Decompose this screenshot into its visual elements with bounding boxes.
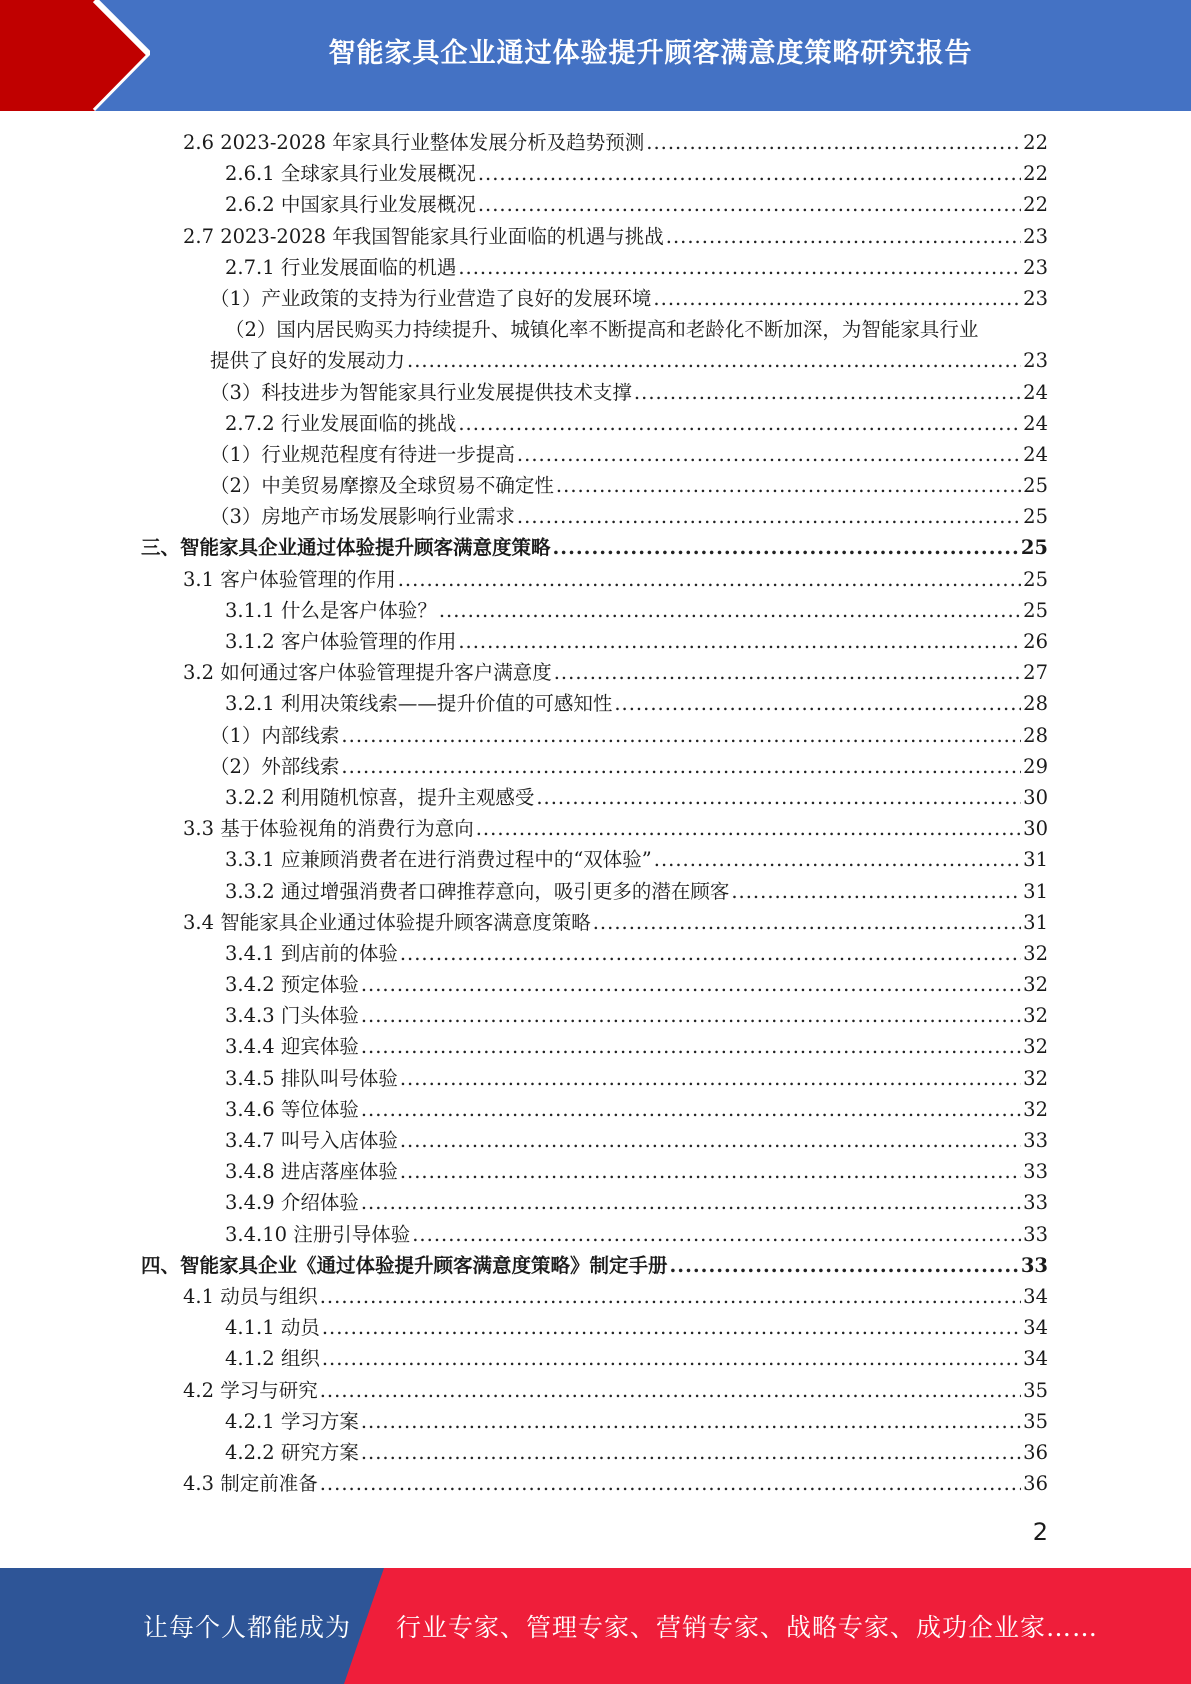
- toc-page-number: 32: [1023, 1066, 1048, 1090]
- toc-leader-dots: [400, 938, 1021, 969]
- toc-leader-dots: [361, 1031, 1021, 1062]
- toc-entry-title: 2.7.1 行业发展面临的机遇: [225, 255, 457, 279]
- toc-page-number: 25: [1023, 567, 1048, 591]
- toc-leader-dots: [536, 782, 1021, 813]
- toc-entry[interactable]: [141, 1125, 1048, 1156]
- toc-entry-title: 2.7 2023-2028 年我国智能家具行业面临的机遇与挑战: [183, 224, 664, 248]
- header-red-arrow-icon: [0, 0, 150, 111]
- toc-entry-title: （2）外部线索: [210, 754, 340, 778]
- toc-leader-dots: [614, 688, 1021, 719]
- toc-page-number: 25: [1023, 598, 1048, 622]
- toc-page-number: 25: [1020, 536, 1048, 560]
- toc-entry-title: 4.2.1 学习方案: [225, 1409, 359, 1433]
- toc-leader-dots: [476, 813, 1021, 844]
- toc-leader-dots: [666, 221, 1021, 252]
- toc-leader-dots: [361, 1094, 1021, 1125]
- toc-entry[interactable]: [141, 969, 1048, 1000]
- toc-entry-title: （3）房地产市场发展影响行业需求: [210, 505, 515, 529]
- toc-leader-dots: [458, 252, 1021, 283]
- toc-entry[interactable]: [141, 1031, 1048, 1062]
- toc-leader-dots: [400, 1125, 1021, 1156]
- toc-entry-title: 3.2.1 利用决策线索——提升价值的可感知性: [225, 692, 613, 716]
- toc-page-number: 24: [1023, 442, 1048, 466]
- toc-page-number: 22: [1023, 131, 1048, 154]
- toc-entry[interactable]: [141, 1281, 1048, 1312]
- toc-entry[interactable]: [141, 158, 1048, 189]
- toc-page-number: 33: [1020, 1253, 1048, 1277]
- toc-entry[interactable]: [141, 532, 1048, 563]
- toc-entry-title: （2）中美贸易摩擦及全球贸易不确定性: [210, 474, 554, 498]
- toc-page-number: 33: [1023, 1160, 1048, 1184]
- toc-page-number: 23: [1023, 349, 1048, 373]
- toc-page-number: 30: [1023, 817, 1048, 841]
- toc-page-number: 24: [1023, 411, 1048, 435]
- toc-entry[interactable]: [141, 439, 1048, 470]
- toc-page-number: 34: [1023, 1316, 1048, 1340]
- toc-entry-title-continuation: 提供了良好的发展动力: [210, 349, 406, 373]
- toc-leader-dots: [478, 189, 1021, 220]
- toc-entry-title: 3.3.2 通过增强消费者口碑推荐意向，吸引更多的潜在顾客: [225, 879, 730, 903]
- toc-entry[interactable]: [141, 1219, 1048, 1250]
- toc-entry-title: 4.1.1 动员: [225, 1316, 320, 1340]
- toc-leader-dots: [320, 1375, 1021, 1406]
- toc-leader-dots: [653, 283, 1021, 314]
- toc-page-number: 26: [1023, 630, 1048, 653]
- toc-entry[interactable]: [141, 1343, 1048, 1374]
- toc-entry-title: 3.4 智能家具企业通过体验提升顾客满意度策略: [183, 910, 591, 934]
- toc-entry-title: 3.3 基于体验视角的消费行为意向: [183, 817, 474, 841]
- toc-entry-title: 4.2.2 研究方案: [225, 1440, 359, 1464]
- toc-entry-title: 3.2.2 利用随机惊喜，提升主观感受: [225, 785, 535, 809]
- toc-page-number: 34: [1023, 1284, 1048, 1308]
- page-footer: [0, 1568, 1191, 1684]
- toc-entry-title: 4.1.2 组织: [225, 1347, 320, 1371]
- toc-entry[interactable]: [141, 720, 1048, 751]
- toc-entry[interactable]: [141, 283, 1048, 314]
- toc-page-number: 35: [1023, 1378, 1048, 1402]
- toc-entry-title: 3.4.6 等位体验: [225, 1097, 359, 1121]
- toc-entry-title: 3.4.5 排队叫号体验: [225, 1066, 398, 1090]
- toc-leader-dots: [361, 969, 1021, 1000]
- toc-entry[interactable]: [141, 127, 1048, 158]
- toc-page-number: 35: [1023, 1409, 1048, 1433]
- toc-entry[interactable]: [141, 1468, 1048, 1499]
- toc-entry-title: 3.4.2 预定体验: [225, 973, 359, 997]
- toc-leader-dots: [320, 1468, 1021, 1499]
- toc-page-number: 27: [1023, 661, 1048, 685]
- toc-entry-title: 3.1.1 什么是客户体验？: [225, 598, 437, 622]
- page-header: [0, 0, 1191, 111]
- toc-leader-dots: [554, 657, 1021, 688]
- toc-entry-title: 4.1 动员与组织: [183, 1284, 318, 1308]
- toc-leader-dots: [670, 1250, 1019, 1281]
- toc-leader-dots: [361, 1406, 1021, 1437]
- toc-entry[interactable]: [141, 221, 1048, 252]
- toc-entry-title: （2）国内居民购买力持续提升、城镇化率不断提高和老龄化不断加深，为智能家具行业: [225, 318, 979, 342]
- toc-entry[interactable]: [141, 1000, 1048, 1031]
- toc-leader-dots: [320, 1281, 1021, 1312]
- toc-leader-dots: [361, 1437, 1021, 1468]
- toc-entry[interactable]: [141, 1094, 1048, 1125]
- toc-leader-dots: [439, 595, 1021, 626]
- toc-leader-dots: [634, 377, 1021, 408]
- toc-leader-dots: [556, 470, 1021, 501]
- toc-leader-dots: [400, 1156, 1021, 1187]
- toc-entry-title: 3.4.4 迎宾体验: [225, 1035, 359, 1059]
- toc-leader-dots: [341, 720, 1021, 751]
- toc-entry[interactable]: [141, 657, 1048, 688]
- toc-entry-title: （1）行业规范程度有待进一步提高: [210, 442, 515, 466]
- toc-page-number: 33: [1023, 1222, 1048, 1246]
- toc-entry[interactable]: [141, 1250, 1048, 1281]
- toc-entry-title: 3.4.9 介绍体验: [225, 1191, 359, 1215]
- toc-page-number: 32: [1023, 973, 1048, 997]
- toc-page-number: 32: [1023, 1004, 1048, 1028]
- toc-entry[interactable]: [141, 907, 1048, 938]
- toc-entry-title: 3.4.3 门头体验: [225, 1004, 359, 1028]
- toc-leader-dots: [646, 127, 1021, 158]
- toc-entry-title: 3.1 客户体验管理的作用: [183, 567, 396, 591]
- toc-leader-dots: [400, 1063, 1021, 1094]
- toc-leader-dots: [458, 626, 1021, 657]
- toc-entry-title: 4.2 学习与研究: [183, 1378, 318, 1402]
- toc-page-number: 31: [1023, 848, 1048, 872]
- toc-page-number: 22: [1023, 162, 1048, 186]
- toc-entry[interactable]: [141, 688, 1048, 719]
- toc-page-number: 36: [1023, 1472, 1048, 1496]
- toc-entry[interactable]: [141, 1156, 1048, 1187]
- toc-entry-title: 3.1.2 客户体验管理的作用: [225, 630, 457, 653]
- toc-entry-title: 3.3.1 应兼顾消费者在进行消费过程中的“双体验”: [225, 848, 652, 872]
- report-title: 智能家具企业通过体验提升顾客满意度策略研究报告: [328, 37, 973, 69]
- toc-entry[interactable]: [141, 1187, 1048, 1218]
- toc-leader-dots: [458, 408, 1021, 439]
- toc-entry[interactable]: [141, 189, 1048, 220]
- toc-page-number: 23: [1023, 286, 1048, 310]
- toc-leader-dots: [654, 844, 1021, 875]
- toc-page-number: 33: [1023, 1191, 1048, 1215]
- toc-entry-title: 2.7.2 行业发展面临的挑战: [225, 411, 457, 435]
- toc-entry[interactable]: [141, 564, 1048, 595]
- toc-entry-continuation[interactable]: [141, 345, 1048, 376]
- toc-entry[interactable]: [141, 1375, 1048, 1406]
- toc-entry[interactable]: [141, 252, 1048, 283]
- toc-entry-title: 2.6 2023-2028 年家具行业整体发展分析及趋势预测: [183, 131, 645, 154]
- toc-entry[interactable]: [141, 1437, 1048, 1468]
- toc-page-number: 28: [1023, 723, 1048, 747]
- toc-leader-dots: [361, 1000, 1021, 1031]
- toc-leader-dots: [478, 158, 1021, 189]
- toc-entry-title: （1）内部线索: [210, 723, 340, 747]
- toc-page-number: 31: [1023, 910, 1048, 934]
- toc-entry-title: 3.4.7 叫号入店体验: [225, 1129, 398, 1152]
- toc-page-number: 32: [1023, 1097, 1048, 1121]
- toc-page-number: 31: [1023, 879, 1048, 903]
- toc-page-number: 34: [1023, 1347, 1048, 1371]
- toc-entry[interactable]: [141, 1406, 1048, 1437]
- toc-entry-title: 3.2 如何通过客户体验管理提升客户满意度: [183, 661, 552, 685]
- toc-entry[interactable]: [141, 314, 1048, 345]
- toc-entry[interactable]: [141, 813, 1048, 844]
- toc-page-number: 33: [1023, 1129, 1048, 1152]
- toc-entry[interactable]: [141, 782, 1048, 813]
- toc-leader-dots: [517, 439, 1021, 470]
- toc-entry-title: 2.6.2 中国家具行业发展概况: [225, 193, 476, 217]
- toc-page-number: 36: [1023, 1440, 1048, 1464]
- toc-entry[interactable]: [141, 938, 1048, 969]
- toc-entry-title: 2.6.1 全球家具行业发展概况: [225, 162, 476, 186]
- toc-entry[interactable]: [141, 408, 1048, 439]
- toc-entry[interactable]: [141, 844, 1048, 875]
- toc-page-number: 25: [1023, 505, 1048, 529]
- toc-entry[interactable]: [141, 377, 1048, 408]
- toc-leader-dots: [553, 532, 1019, 563]
- toc-leader-dots: [341, 751, 1021, 782]
- toc-page-number: 23: [1023, 255, 1048, 279]
- toc-page-number: 30: [1023, 785, 1048, 809]
- toc-page-number: 23: [1023, 224, 1048, 248]
- toc-leader-dots: [398, 564, 1021, 595]
- toc-entry[interactable]: [141, 626, 1048, 657]
- toc-leader-dots: [407, 345, 1021, 376]
- toc-entry-title: 3.4.8 进店落座体验: [225, 1160, 398, 1184]
- toc-leader-dots: [322, 1343, 1021, 1374]
- toc-entry-title: 三、智能家具企业通过体验提升顾客满意度策略: [141, 536, 551, 560]
- toc-leader-dots: [322, 1312, 1021, 1343]
- toc-leader-dots: [731, 876, 1021, 907]
- table-of-contents: [141, 127, 1048, 1499]
- toc-entry[interactable]: [141, 1063, 1048, 1094]
- toc-entry[interactable]: [141, 470, 1048, 501]
- toc-entry-title: （1）产业政策的支持为行业营造了良好的发展环境: [210, 286, 652, 310]
- toc-leader-dots: [412, 1219, 1021, 1250]
- toc-page-number: 32: [1023, 941, 1048, 965]
- toc-leader-dots: [593, 907, 1021, 938]
- toc-leader-dots: [517, 501, 1021, 532]
- toc-entry-title: （3）科技进步为智能家具行业发展提供技术支撑: [210, 380, 632, 404]
- toc-page-number: 28: [1023, 692, 1048, 716]
- toc-entry[interactable]: [141, 876, 1048, 907]
- toc-entry[interactable]: [141, 595, 1048, 626]
- toc-page-number: 22: [1023, 193, 1048, 217]
- footer-slogan-left: 让每个人都能成为: [143, 1613, 352, 1642]
- toc-entry-title: 4.3 制定前准备: [183, 1472, 318, 1496]
- toc-entry[interactable]: [141, 751, 1048, 782]
- toc-page-number: 25: [1023, 474, 1048, 498]
- footer-slogan-right: 行业专家、管理专家、营销专家、战略专家、成功企业家……: [396, 1613, 1099, 1642]
- toc-page-number: 24: [1023, 380, 1048, 404]
- toc-page-number: 32: [1023, 1035, 1048, 1059]
- toc-entry[interactable]: [141, 501, 1048, 532]
- toc-entry-title: 3.4.10 注册引导体验: [225, 1222, 411, 1246]
- toc-entry[interactable]: [141, 1312, 1048, 1343]
- toc-leader-dots: [361, 1187, 1021, 1218]
- toc-page-number: 29: [1023, 754, 1048, 778]
- toc-entry-title: 四、智能家具企业《通过体验提升顾客满意度策略》制定手册: [141, 1253, 668, 1277]
- toc-entry-title: 3.4.1 到店前的体验: [225, 941, 398, 965]
- page-number: 2: [1032, 1518, 1048, 1546]
